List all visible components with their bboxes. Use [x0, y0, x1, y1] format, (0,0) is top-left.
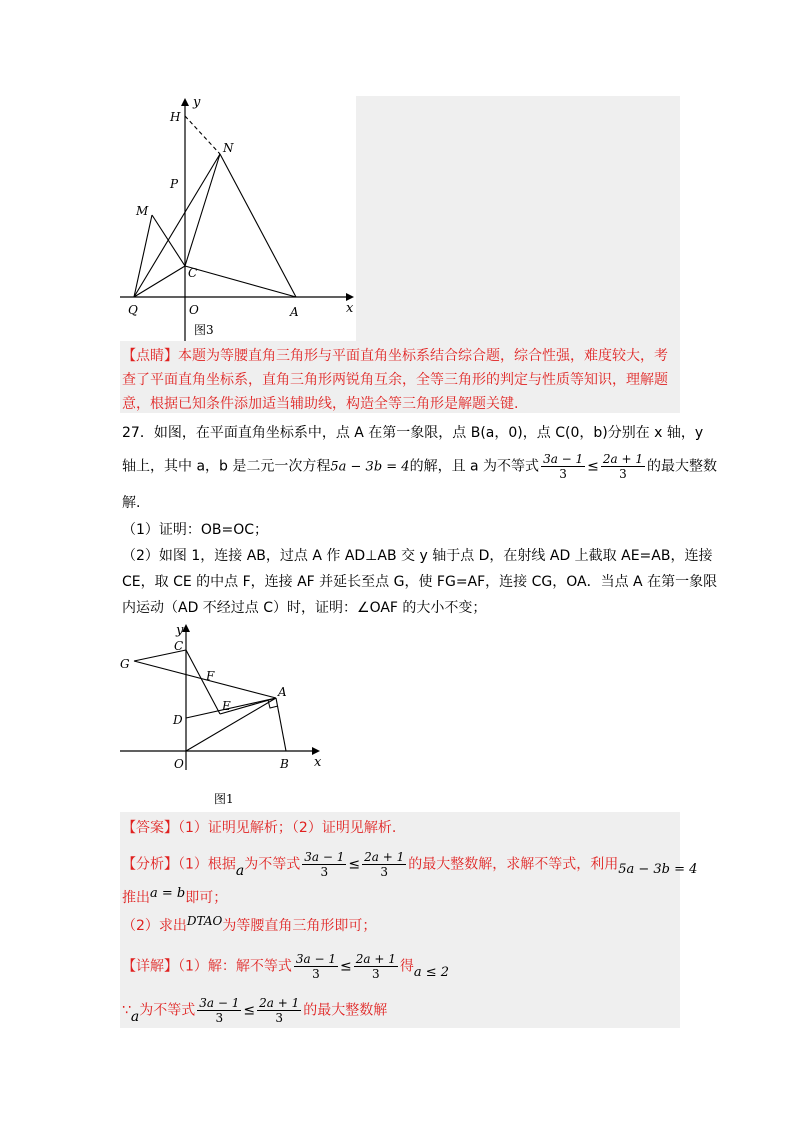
answer-line	[122, 818, 396, 838]
analysis-text-3b: 为等腰直角三角形即可；	[222, 918, 377, 934]
problem-part-2-line-3: 内运动（AD 不经过点 C）时，证明：∠OAF 的大小不变；	[122, 600, 487, 616]
ineq-right-fraction: $\frac{2a + 1}{3}$	[602, 452, 644, 481]
fig1-label-G: G	[120, 657, 130, 671]
fig1-label-D: D	[173, 713, 183, 727]
fig1-segment-OA	[186, 698, 276, 751]
comment-line-2: 查了平面直角坐标系，直角三角形两锐角互余，全等三角形的判定与性质等知识，理解题	[122, 372, 668, 388]
fig3-segment-CA	[185, 266, 296, 297]
analysis-text-3a: （2）求出	[122, 918, 187, 934]
fig3-x-arrow	[346, 293, 354, 301]
detail-result: a ≤ 2	[413, 964, 450, 980]
problem-text-2b: 的解，且 a 为不等式	[409, 458, 540, 475]
fig3-label-N: N	[223, 141, 234, 155]
fig3-y-arrow	[181, 98, 189, 106]
fig3-segment-HN	[185, 116, 220, 154]
fig3-label-C: C	[188, 266, 198, 280]
fig3-segment-CN	[185, 154, 220, 266]
analysis-ineq-right: $\frac{2a + 1}{3}$	[364, 850, 405, 879]
analysis-text-2a: 推出	[122, 890, 150, 906]
detail-because: ∵	[122, 1002, 131, 1019]
ineq-left-fraction: $\frac{3a - 1}{3}$	[543, 452, 584, 481]
fig3-label-A: A	[290, 305, 299, 319]
detail-tag: 【详解】	[122, 958, 178, 975]
detail-var-a: a	[130, 1008, 140, 1025]
fig1-label-x: x	[314, 755, 322, 770]
fig3-label-M: M	[136, 204, 149, 218]
ineq-sign: ≤	[587, 458, 599, 475]
fig3-label-P: P	[170, 177, 179, 191]
comment-tag: 【点睛】	[122, 348, 178, 364]
analysis-tag: 【分析】	[122, 856, 178, 873]
analysis-ineq-sign: ≤	[348, 856, 361, 873]
detail-text-2a: 为不等式	[139, 1002, 196, 1019]
comment-line-1	[122, 346, 668, 366]
comment-line-3: 意，根据已知条件添加适当辅助线，构造全等三角形是解题关键.	[122, 396, 519, 412]
problem-line-1: 27．如图，在平面直角坐标系中，点 A 在第一象限，点 B(a，0)，点 C(0，b)分别在 x 轴，y	[122, 425, 704, 441]
analysis-line-2	[122, 888, 227, 909]
fig3-label-H: H	[170, 110, 181, 124]
analysis-line-3	[122, 916, 376, 936]
problem-line-3: 解.	[122, 495, 141, 511]
problem-part-2-line-2: CE，取 CE 的中点 F，连接 AF 并延长至点 G，使 FG=AF，连接 CG，OA．当点 A 在第一象限	[122, 574, 718, 590]
fig1-x-arrow	[312, 747, 320, 755]
fig3-label-y: y	[193, 96, 201, 110]
fig1-label-E: E	[222, 699, 231, 713]
fig3-segment-QN	[134, 154, 220, 297]
detail-text-b: 得	[399, 958, 414, 975]
problem-part-1: （1）证明：OB=OC；	[122, 522, 269, 538]
fig3-label-x: x	[346, 301, 354, 316]
figure-3-svg	[120, 96, 356, 341]
fig1-label-O: O	[174, 757, 184, 771]
analysis-text-1c: 的最大整数解，求解不等式，利用	[408, 856, 619, 873]
fig3-caption: 图3	[194, 323, 214, 337]
figure-1-canvas	[110, 620, 340, 810]
fig3-segment-MQ	[134, 215, 152, 297]
fig1-label-y: y	[176, 623, 184, 638]
fig1-label-A: A	[278, 685, 287, 699]
analysis-equation: 5a − 3b = 4	[618, 861, 698, 877]
analysis-a-eq-b: a = b	[150, 886, 186, 901]
problem-text-2a: 轴上，其中 a，b 是二元一次方程	[122, 458, 331, 475]
figure-1-svg	[110, 620, 340, 810]
figure-3-canvas	[120, 96, 356, 341]
fig1-caption: 图1	[214, 792, 234, 806]
analysis-triangle-tao: DTAO	[186, 914, 223, 928]
detail-ineq-left-2: $\frac{3a - 1}{3}$	[199, 996, 240, 1025]
detail-ineq-sign: ≤	[340, 958, 352, 975]
analysis-text-2b: 即可；	[185, 890, 228, 906]
detail-ineq-left: $\frac{3a - 1}{3}$	[295, 952, 337, 981]
answer-text: （1）证明见解析；（2）证明见解析.	[178, 820, 397, 836]
analysis-text-1a: （1）根据	[178, 856, 236, 873]
fig3-label-O: O	[189, 303, 199, 317]
detail-text-2b: 的最大整数解	[303, 1002, 388, 1019]
analysis-line-1	[122, 850, 697, 879]
comment-text-1: 本题为等腰直角三角形与平面直角坐标系结合综合题，综合性强，难度较大，考	[178, 348, 668, 364]
equation-5a-3b: 5a − 3b = 4	[330, 459, 410, 475]
analysis-var-a: a	[235, 862, 245, 879]
analysis-ineq-left: $\frac{3a - 1}{3}$	[304, 850, 345, 879]
fig3-segment-QC	[134, 266, 185, 297]
problem-part-2-line-1: （2）如图 1，连接 AB，过点 A 作 AD⊥AB 交 y 轴于点 D，在射线 AD 上截取 AE=AB，连接	[122, 548, 713, 564]
detail-line-2	[122, 996, 387, 1025]
detail-text-a: （1）解：解不等式	[178, 958, 292, 975]
problem-line-2	[122, 452, 717, 481]
detail-ineq-right-2: $\frac{2a + 1}{3}$	[259, 996, 300, 1025]
fig1-segment-GA	[134, 661, 276, 698]
analysis-text-1b: 为不等式	[244, 856, 301, 873]
fig1-segment-DA	[186, 698, 276, 718]
detail-ineq-right: $\frac{2a + 1}{3}$	[355, 952, 396, 981]
fig3-segment-NA	[220, 154, 296, 297]
answer-tag: 【答案】	[122, 820, 178, 836]
problem-text-2c: 的最大整数	[647, 458, 718, 475]
fig1-label-C: C	[174, 639, 184, 653]
fig1-label-F: F	[206, 669, 215, 683]
fig1-label-B: B	[280, 757, 289, 771]
detail-line-1	[122, 952, 449, 981]
fig3-label-Q: Q	[128, 303, 138, 317]
detail-ineq-sign-2: ≤	[243, 1002, 256, 1019]
